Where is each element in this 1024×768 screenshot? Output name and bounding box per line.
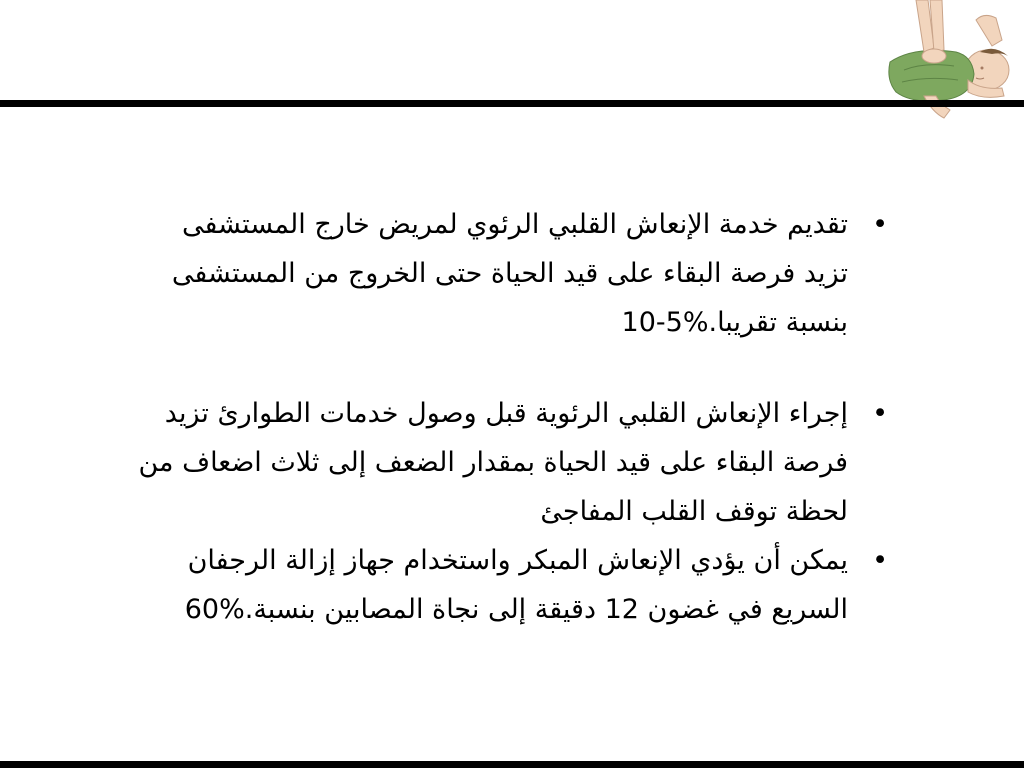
top-divider — [0, 100, 1024, 107]
bullet-dot-icon: • — [872, 398, 888, 429]
bullet-item — [130, 536, 900, 634]
bullet-item — [130, 200, 900, 347]
cpr-illustration-icon — [884, 0, 1024, 130]
bullet-dot-icon: • — [872, 545, 888, 576]
bullet-content — [80, 200, 900, 634]
bullet-text: يمكن أن يؤدي الإنعاش المبكر واستخدام جهاز إزالة الرجفان السريع في غضون 12 دقيقة إلى نجاة المصابين بنسبة.%60 — [184, 545, 848, 625]
bottom-divider — [0, 761, 1024, 768]
bullet-text: تقديم خدمة الإنعاش القلبي الرئوي لمريض خارج المستشفى تزيد فرصة البقاء على قيد الحياة حتى الخروج من المستشفى بنسبة تقريبا.%5-10 — [171, 209, 848, 338]
bullet-text: إجراء الإنعاش القلبي الرئوية قبل وصول خدمات الطوارئ تزيد فرصة البقاء على قيد الحياة بمقدار الضعف إلى ثلاث اضعاف من لحظة توقف القلب المفاجئ — [138, 398, 848, 527]
bullet-list — [80, 200, 900, 634]
bullet-dot-icon: • — [872, 209, 888, 240]
bullet-item — [130, 389, 900, 536]
